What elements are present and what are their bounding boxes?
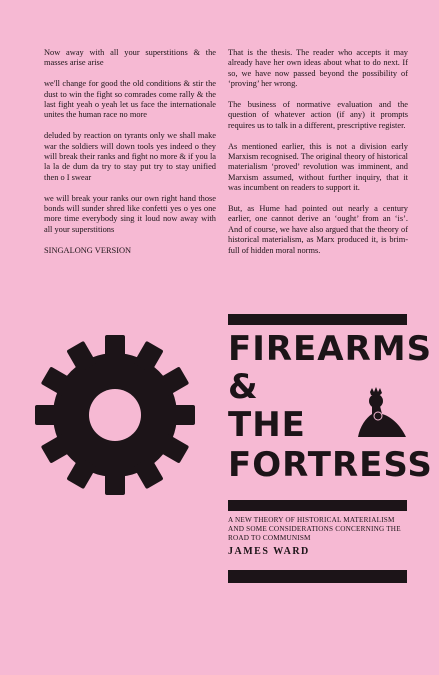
right-paragraph-2: The business of normative evaluation and the question of whatever action (if any) it prompts requires us to talk in a different, prescriptive register. <box>228 100 408 130</box>
left-paragraph-1: Now away with all your superstitions & the masses arise arise <box>44 48 216 68</box>
left-paragraph-2: we'll change for good the old conditions & stir the dust to win the fight so comrades come rally & the last fight yeah o yeah let us face the internationale unites the human race no more <box>44 79 216 120</box>
singalong-caption: SINGALONG VERSION <box>44 245 132 255</box>
title-line-firearms: FIREARMS <box>228 329 433 369</box>
right-text-column <box>228 48 408 266</box>
right-paragraph-1: That is the thesis. The reader who accepts it may already have her own ideas about what to do next. If so, we have now passed beyond the possibility of ‘proving’ her wrong. <box>228 48 408 89</box>
left-paragraph-3: deluded by reaction on tyrants only we shall make war the soldiers will down tools yes indeed o they will break their ranks and fight no more & if you la la la de dum da try to stay put try to stay unified then o I swear <box>44 131 216 182</box>
author-name: JAMES WARD <box>228 546 310 557</box>
right-paragraph-4: But, as Hume had pointed out nearly a century earlier, one cannot derive an ‘ought’ from an ‘is’. And of course, we have also argued that the theory of historical materialism, as Marx produced it, is brim-full of hidden moral norms. <box>228 204 408 255</box>
footer-bar <box>228 570 407 583</box>
subtitle: A NEW THEORY OF HISTORICAL MATERIALISM AND SOME CONSIDERATIONS CONCERNING THE ROAD TO COMMUNISM <box>228 516 401 542</box>
title-line-the: THE <box>228 405 306 445</box>
left-text-column <box>44 48 216 266</box>
title-line-ampersand: & <box>228 367 259 407</box>
right-paragraph-3: As mentioned earlier, this is not a division early Marxism recognised. The original theory of historical materialism ‘proved’ revolution was imminent, and Marxism assumed, without further inquiry, that it was incumbent on readers to support it. <box>228 141 408 193</box>
title-top-bar <box>228 314 407 325</box>
title-bottom-bar <box>228 500 407 511</box>
crowned-figure-silhouette-icon <box>356 386 408 438</box>
left-paragraph-4: we will break your ranks our own right hand those bonds will sunder shred like confetti yes o yes one more time everybody sing it loud now away with all your superstitions <box>44 193 216 234</box>
gear-icon <box>34 334 196 496</box>
title-line-fortress: FORTRESS <box>228 445 433 485</box>
